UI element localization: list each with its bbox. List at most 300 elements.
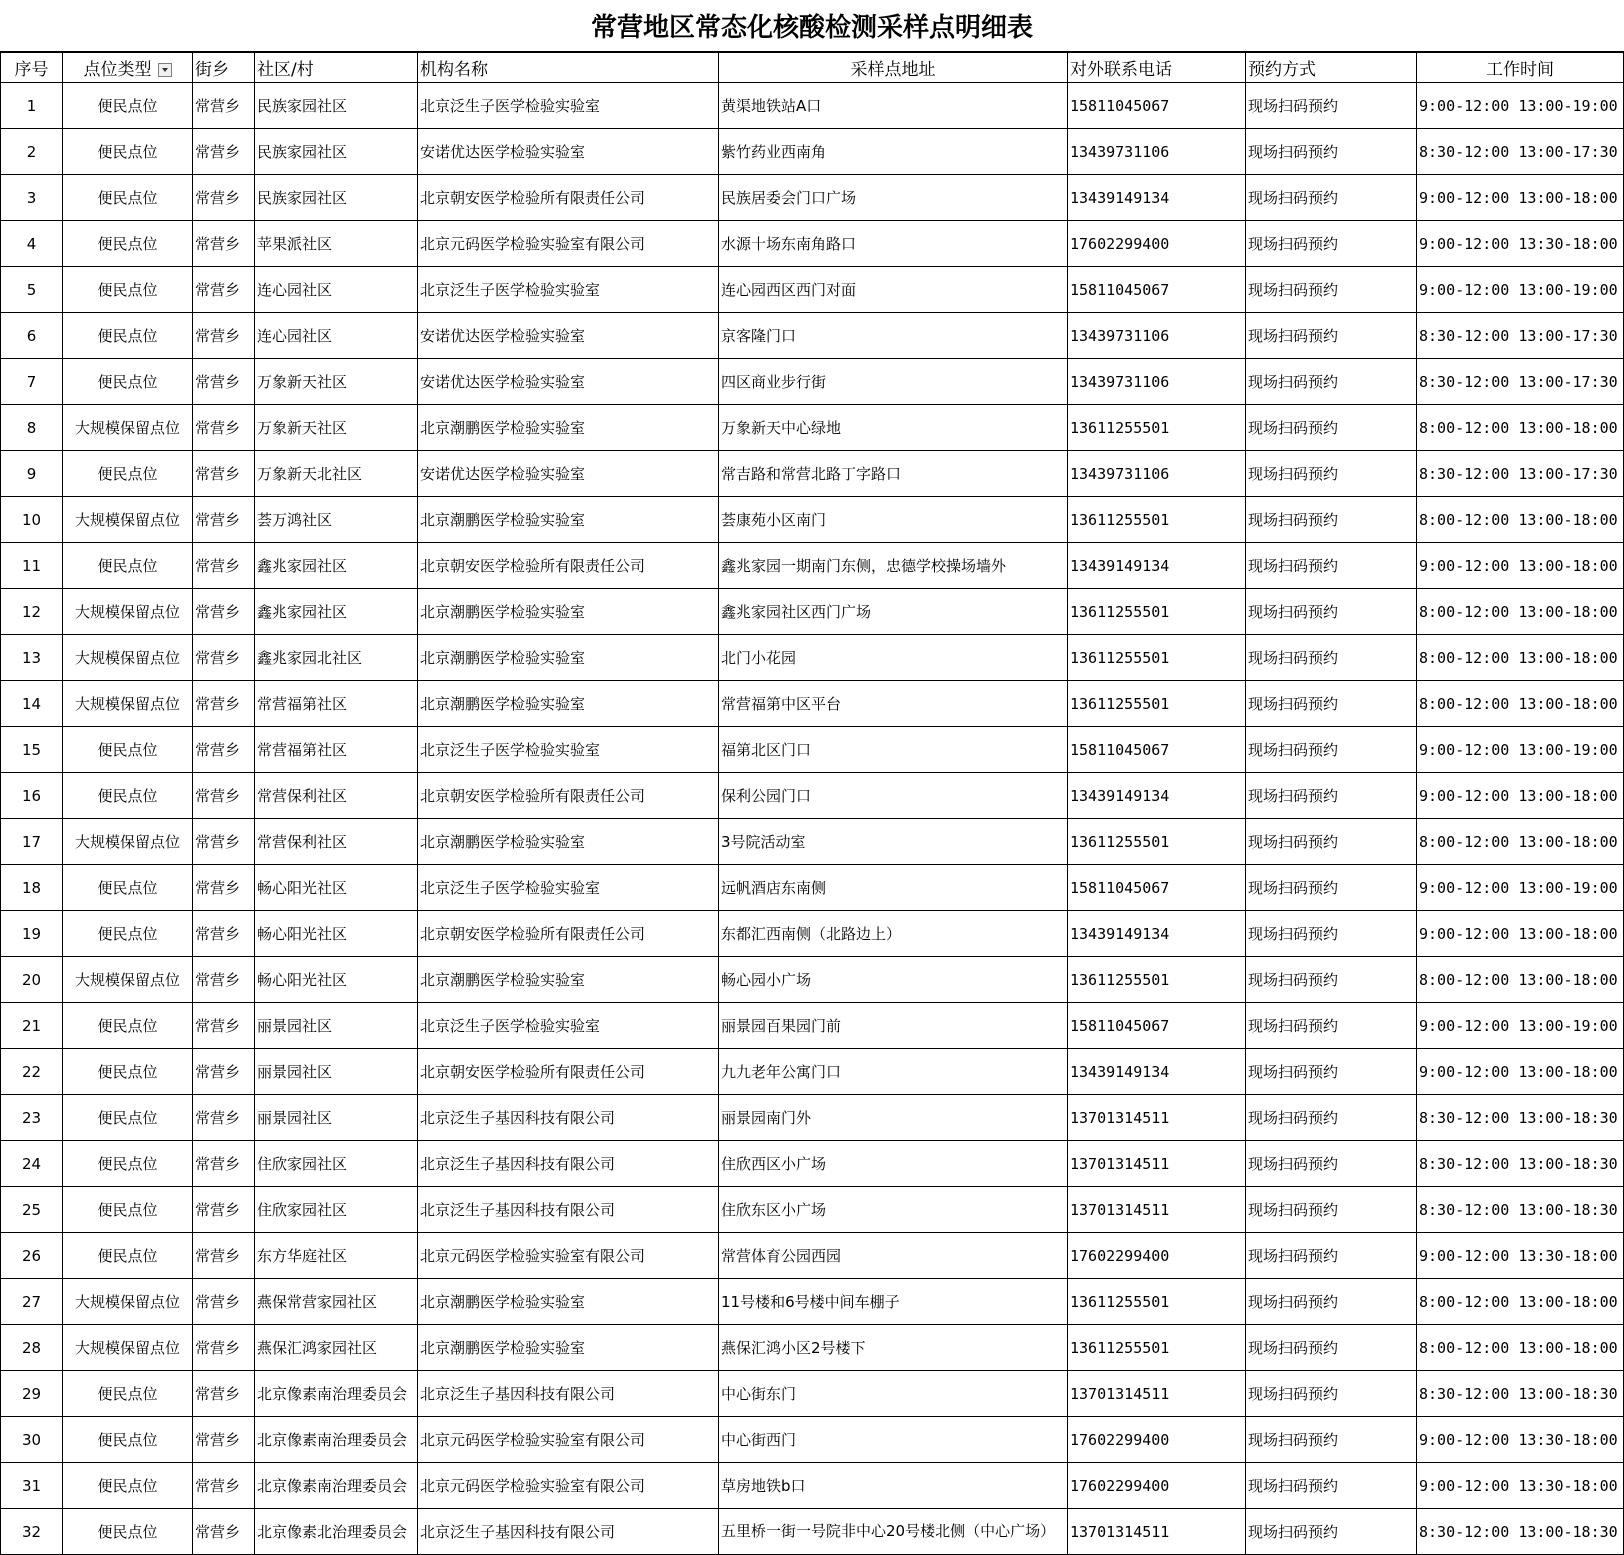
cell-org[interactable]: 北京泛生子医学检验实验室 <box>418 83 719 129</box>
cell-booking[interactable]: 现场扫码预约 <box>1246 129 1417 175</box>
table-row <box>1 221 1624 267</box>
cell-type[interactable]: 便民点位 <box>63 451 193 497</box>
cell-phone[interactable]: 13439731106 <box>1068 313 1246 359</box>
cell-address[interactable]: 丽景园南门外 <box>719 1095 1068 1141</box>
cell-seq[interactable]: 7 <box>1 359 63 405</box>
cell-community[interactable]: 北京像素南治理委员会 <box>255 1417 418 1463</box>
header-booking[interactable]: 预约方式 <box>1246 53 1417 83</box>
cell-booking[interactable]: 现场扫码预约 <box>1246 1509 1417 1555</box>
cell-org[interactable]: 北京朝安医学检验所有限责任公司 <box>418 543 719 589</box>
cell-address[interactable]: 燕保汇鸿小区2号楼下 <box>719 1325 1068 1371</box>
cell-phone[interactable]: 17602299400 <box>1068 1417 1246 1463</box>
cell-street[interactable]: 常营乡 <box>193 1417 255 1463</box>
cell-street[interactable]: 常营乡 <box>193 1049 255 1095</box>
cell-type[interactable]: 便民点位 <box>63 221 193 267</box>
cell-org[interactable]: 北京潮鹏医学检验实验室 <box>418 1279 719 1325</box>
cell-org[interactable]: 安诺优达医学检验实验室 <box>418 129 719 175</box>
cell-hours[interactable]: 8:30-12:00 13:00-17:30 <box>1417 313 1624 359</box>
cell-hours[interactable]: 8:00-12:00 13:00-18:00 <box>1417 819 1624 865</box>
cell-address[interactable]: 水源十场东南角路口 <box>719 221 1068 267</box>
cell-address[interactable]: 京客隆门口 <box>719 313 1068 359</box>
cell-address[interactable]: 连心园西区西门对面 <box>719 267 1068 313</box>
cell-type[interactable]: 便民点位 <box>63 359 193 405</box>
cell-address[interactable]: 保利公园门口 <box>719 773 1068 819</box>
cell-booking[interactable]: 现场扫码预约 <box>1246 1049 1417 1095</box>
cell-street[interactable]: 常营乡 <box>193 543 255 589</box>
cell-community[interactable]: 北京像素南治理委员会 <box>255 1371 418 1417</box>
header-phone[interactable]: 对外联系电话 <box>1068 53 1246 83</box>
cell-street[interactable]: 常营乡 <box>193 911 255 957</box>
cell-booking[interactable]: 现场扫码预约 <box>1246 1325 1417 1371</box>
cell-street[interactable]: 常营乡 <box>193 1003 255 1049</box>
cell-hours[interactable]: 8:30-12:00 13:00-18:30 <box>1417 1371 1624 1417</box>
cell-community[interactable]: 连心园社区 <box>255 313 418 359</box>
cell-org[interactable]: 北京潮鹏医学检验实验室 <box>418 957 719 1003</box>
cell-type[interactable]: 便民点位 <box>63 1003 193 1049</box>
cell-phone[interactable]: 13611255501 <box>1068 497 1246 543</box>
cell-type[interactable]: 便民点位 <box>63 83 193 129</box>
cell-seq[interactable]: 31 <box>1 1463 63 1509</box>
cell-street[interactable]: 常营乡 <box>193 865 255 911</box>
cell-booking[interactable]: 现场扫码预约 <box>1246 1463 1417 1509</box>
cell-address[interactable]: 九九老年公寓门口 <box>719 1049 1068 1095</box>
cell-org[interactable]: 北京元码医学检验实验室有限公司 <box>418 1463 719 1509</box>
cell-booking[interactable]: 现场扫码预约 <box>1246 1187 1417 1233</box>
cell-seq[interactable]: 19 <box>1 911 63 957</box>
cell-street[interactable]: 常营乡 <box>193 405 255 451</box>
cell-address[interactable]: 荟康苑小区南门 <box>719 497 1068 543</box>
cell-street[interactable]: 常营乡 <box>193 727 255 773</box>
cell-type[interactable]: 便民点位 <box>63 1417 193 1463</box>
cell-street[interactable]: 常营乡 <box>193 175 255 221</box>
cell-community[interactable]: 万象新天社区 <box>255 359 418 405</box>
cell-address[interactable]: 远帆酒店东南侧 <box>719 865 1068 911</box>
cell-street[interactable]: 常营乡 <box>193 83 255 129</box>
cell-address[interactable]: 黄渠地铁站A口 <box>719 83 1068 129</box>
cell-street[interactable]: 常营乡 <box>193 221 255 267</box>
cell-booking[interactable]: 现场扫码预约 <box>1246 497 1417 543</box>
cell-street[interactable]: 常营乡 <box>193 1233 255 1279</box>
cell-hours[interactable]: 8:00-12:00 13:00-18:00 <box>1417 497 1624 543</box>
cell-phone[interactable]: 13701314511 <box>1068 1141 1246 1187</box>
cell-booking[interactable]: 现场扫码预约 <box>1246 451 1417 497</box>
cell-hours[interactable]: 9:00-12:00 13:00-18:00 <box>1417 773 1624 819</box>
cell-type[interactable]: 便民点位 <box>63 313 193 359</box>
cell-type[interactable]: 便民点位 <box>63 1233 193 1279</box>
cell-org[interactable]: 安诺优达医学检验实验室 <box>418 451 719 497</box>
cell-hours[interactable]: 8:00-12:00 13:00-18:00 <box>1417 635 1624 681</box>
cell-org[interactable]: 北京潮鹏医学检验实验室 <box>418 589 719 635</box>
cell-phone[interactable]: 13701314511 <box>1068 1095 1246 1141</box>
cell-seq[interactable]: 20 <box>1 957 63 1003</box>
cell-seq[interactable]: 11 <box>1 543 63 589</box>
cell-street[interactable]: 常营乡 <box>193 773 255 819</box>
table-row <box>1 1095 1624 1141</box>
cell-community[interactable]: 丽景园社区 <box>255 1003 418 1049</box>
cell-type[interactable]: 便民点位 <box>63 175 193 221</box>
cell-address[interactable]: 鑫兆家园一期南门东侧，忠德学校操场墙外 <box>719 543 1068 589</box>
cell-community[interactable]: 常营福第社区 <box>255 727 418 773</box>
cell-street[interactable]: 常营乡 <box>193 681 255 727</box>
cell-seq[interactable]: 27 <box>1 1279 63 1325</box>
cell-street[interactable]: 常营乡 <box>193 819 255 865</box>
cell-phone[interactable]: 13439149134 <box>1068 911 1246 957</box>
cell-address[interactable]: 住欣西区小广场 <box>719 1141 1068 1187</box>
cell-street[interactable]: 常营乡 <box>193 957 255 1003</box>
cell-phone[interactable]: 17602299400 <box>1068 1463 1246 1509</box>
cell-booking[interactable]: 现场扫码预约 <box>1246 1003 1417 1049</box>
cell-address[interactable]: 常营福第中区平台 <box>719 681 1068 727</box>
cell-address[interactable]: 民族居委会门口广场 <box>719 175 1068 221</box>
cell-street[interactable]: 常营乡 <box>193 313 255 359</box>
cell-phone[interactable]: 15811045067 <box>1068 83 1246 129</box>
cell-community[interactable]: 常营福第社区 <box>255 681 418 727</box>
cell-org[interactable]: 北京潮鹏医学检验实验室 <box>418 681 719 727</box>
cell-community[interactable]: 丽景园社区 <box>255 1049 418 1095</box>
cell-seq[interactable]: 14 <box>1 681 63 727</box>
header-address[interactable]: 采样点地址 <box>719 53 1068 83</box>
cell-seq[interactable]: 29 <box>1 1371 63 1417</box>
cell-phone[interactable]: 13611255501 <box>1068 681 1246 727</box>
cell-hours[interactable]: 8:00-12:00 13:00-18:00 <box>1417 1279 1624 1325</box>
header-street[interactable]: 街乡 <box>193 53 255 83</box>
cell-address[interactable]: 鑫兆家园社区西门广场 <box>719 589 1068 635</box>
header-community[interactable]: 社区/村 <box>255 53 418 83</box>
cell-street[interactable]: 常营乡 <box>193 589 255 635</box>
cell-type[interactable]: 便民点位 <box>63 865 193 911</box>
cell-type[interactable]: 大规模保留点位 <box>63 497 193 543</box>
cell-hours[interactable]: 8:00-12:00 13:00-18:00 <box>1417 681 1624 727</box>
cell-street[interactable]: 常营乡 <box>193 1095 255 1141</box>
cell-seq[interactable]: 1 <box>1 83 63 129</box>
cell-booking[interactable]: 现场扫码预约 <box>1246 727 1417 773</box>
cell-type[interactable]: 便民点位 <box>63 727 193 773</box>
cell-phone[interactable]: 13611255501 <box>1068 819 1246 865</box>
cell-hours[interactable]: 9:00-12:00 13:30-18:00 <box>1417 1463 1624 1509</box>
cell-address[interactable]: 中心街东门 <box>719 1371 1068 1417</box>
cell-phone[interactable]: 13439731106 <box>1068 359 1246 405</box>
cell-community[interactable]: 畅心阳光社区 <box>255 957 418 1003</box>
cell-type[interactable]: 便民点位 <box>63 1141 193 1187</box>
cell-org[interactable]: 北京元码医学检验实验室有限公司 <box>418 1233 719 1279</box>
cell-hours[interactable]: 9:00-12:00 13:30-18:00 <box>1417 1233 1624 1279</box>
cell-org[interactable]: 北京泛生子基因科技有限公司 <box>418 1095 719 1141</box>
cell-seq[interactable]: 25 <box>1 1187 63 1233</box>
cell-hours[interactable]: 8:30-12:00 13:00-17:30 <box>1417 359 1624 405</box>
cell-seq[interactable]: 15 <box>1 727 63 773</box>
cell-seq[interactable]: 24 <box>1 1141 63 1187</box>
cell-address[interactable]: 3号院活动室 <box>719 819 1068 865</box>
cell-org[interactable]: 北京元码医学检验实验室有限公司 <box>418 221 719 267</box>
cell-hours[interactable]: 9:00-12:00 13:00-19:00 <box>1417 83 1624 129</box>
cell-phone[interactable]: 13439149134 <box>1068 1049 1246 1095</box>
cell-type[interactable]: 大规模保留点位 <box>63 589 193 635</box>
cell-address[interactable]: 住欣东区小广场 <box>719 1187 1068 1233</box>
cell-seq[interactable]: 26 <box>1 1233 63 1279</box>
cell-type[interactable]: 便民点位 <box>63 1049 193 1095</box>
cell-booking[interactable]: 现场扫码预约 <box>1246 83 1417 129</box>
cell-booking[interactable]: 现场扫码预约 <box>1246 957 1417 1003</box>
header-hours[interactable]: 工作时间 <box>1417 53 1624 83</box>
cell-booking[interactable]: 现场扫码预约 <box>1246 313 1417 359</box>
cell-address[interactable]: 常营体育公园西园 <box>719 1233 1068 1279</box>
cell-org[interactable]: 北京朝安医学检验所有限责任公司 <box>418 911 719 957</box>
cell-type[interactable]: 便民点位 <box>63 1095 193 1141</box>
cell-community[interactable]: 万象新天社区 <box>255 405 418 451</box>
cell-seq[interactable]: 18 <box>1 865 63 911</box>
cell-phone[interactable]: 13611255501 <box>1068 405 1246 451</box>
header-type[interactable] <box>63 53 193 83</box>
cell-community[interactable]: 丽景园社区 <box>255 1095 418 1141</box>
cell-community[interactable]: 东方华庭社区 <box>255 1233 418 1279</box>
cell-address[interactable]: 四区商业步行街 <box>719 359 1068 405</box>
cell-hours[interactable]: 9:00-12:00 13:00-18:00 <box>1417 911 1624 957</box>
cell-seq[interactable]: 2 <box>1 129 63 175</box>
cell-address[interactable]: 北门小花园 <box>719 635 1068 681</box>
cell-hours[interactable]: 8:30-12:00 13:00-17:30 <box>1417 451 1624 497</box>
cell-phone[interactable]: 13439731106 <box>1068 451 1246 497</box>
cell-booking[interactable]: 现场扫码预约 <box>1246 911 1417 957</box>
cell-org[interactable]: 北京泛生子基因科技有限公司 <box>418 1141 719 1187</box>
cell-booking[interactable]: 现场扫码预约 <box>1246 359 1417 405</box>
cell-address[interactable]: 中心街西门 <box>719 1417 1068 1463</box>
cell-booking[interactable]: 现场扫码预约 <box>1246 1233 1417 1279</box>
cell-org[interactable]: 安诺优达医学检验实验室 <box>418 313 719 359</box>
cell-hours[interactable]: 9:00-12:00 13:30-18:00 <box>1417 221 1624 267</box>
cell-type[interactable]: 便民点位 <box>63 267 193 313</box>
cell-seq[interactable]: 22 <box>1 1049 63 1095</box>
cell-type[interactable]: 大规模保留点位 <box>63 681 193 727</box>
cell-seq[interactable]: 21 <box>1 1003 63 1049</box>
cell-hours[interactable]: 9:00-12:00 13:00-19:00 <box>1417 1003 1624 1049</box>
cell-hours[interactable]: 9:00-12:00 13:00-19:00 <box>1417 267 1624 313</box>
cell-type[interactable]: 便民点位 <box>63 1509 193 1555</box>
cell-phone[interactable]: 13611255501 <box>1068 635 1246 681</box>
cell-phone[interactable]: 13611255501 <box>1068 589 1246 635</box>
cell-hours[interactable]: 8:30-12:00 13:00-17:30 <box>1417 129 1624 175</box>
cell-street[interactable]: 常营乡 <box>193 1141 255 1187</box>
cell-address[interactable]: 常吉路和常营北路丁字路口 <box>719 451 1068 497</box>
cell-seq[interactable]: 28 <box>1 1325 63 1371</box>
cell-hours[interactable]: 8:00-12:00 13:00-18:00 <box>1417 405 1624 451</box>
cell-community[interactable]: 畅心阳光社区 <box>255 865 418 911</box>
cell-street[interactable]: 常营乡 <box>193 359 255 405</box>
cell-org[interactable]: 北京潮鹏医学检验实验室 <box>418 497 719 543</box>
cell-hours[interactable]: 9:00-12:00 13:00-19:00 <box>1417 727 1624 773</box>
cell-hours[interactable]: 8:00-12:00 13:00-18:00 <box>1417 1325 1624 1371</box>
cell-community[interactable]: 荟万鸿社区 <box>255 497 418 543</box>
header-seq[interactable]: 序号 <box>1 53 63 83</box>
cell-seq[interactable]: 12 <box>1 589 63 635</box>
cell-phone[interactable]: 13439731106 <box>1068 129 1246 175</box>
cell-community[interactable]: 常营保利社区 <box>255 819 418 865</box>
cell-phone[interactable]: 13701314511 <box>1068 1509 1246 1555</box>
cell-booking[interactable]: 现场扫码预约 <box>1246 773 1417 819</box>
cell-seq[interactable]: 4 <box>1 221 63 267</box>
cell-address[interactable]: 丽景园百果园门前 <box>719 1003 1068 1049</box>
cell-community[interactable]: 燕保汇鸿家园社区 <box>255 1325 418 1371</box>
cell-seq[interactable]: 6 <box>1 313 63 359</box>
cell-hours[interactable]: 8:30-12:00 13:00-18:30 <box>1417 1095 1624 1141</box>
cell-seq[interactable]: 9 <box>1 451 63 497</box>
cell-org[interactable]: 北京潮鹏医学检验实验室 <box>418 405 719 451</box>
cell-community[interactable]: 常营保利社区 <box>255 773 418 819</box>
cell-type[interactable]: 便民点位 <box>63 773 193 819</box>
cell-address[interactable]: 东都汇西南侧（北路边上） <box>719 911 1068 957</box>
cell-address[interactable]: 草房地铁b口 <box>719 1463 1068 1509</box>
cell-org[interactable]: 北京潮鹏医学检验实验室 <box>418 819 719 865</box>
cell-hours[interactable]: 9:00-12:00 13:00-18:00 <box>1417 175 1624 221</box>
cell-phone[interactable]: 13701314511 <box>1068 1371 1246 1417</box>
cell-phone[interactable]: 15811045067 <box>1068 1003 1246 1049</box>
cell-address[interactable]: 福第北区门口 <box>719 727 1068 773</box>
cell-street[interactable]: 常营乡 <box>193 1463 255 1509</box>
cell-street[interactable]: 常营乡 <box>193 451 255 497</box>
cell-seq[interactable]: 23 <box>1 1095 63 1141</box>
cell-seq[interactable]: 17 <box>1 819 63 865</box>
cell-booking[interactable]: 现场扫码预约 <box>1246 1141 1417 1187</box>
cell-seq[interactable]: 16 <box>1 773 63 819</box>
cell-street[interactable]: 常营乡 <box>193 1279 255 1325</box>
cell-community[interactable]: 民族家园社区 <box>255 83 418 129</box>
cell-hours[interactable]: 8:30-12:00 13:00-18:30 <box>1417 1509 1624 1555</box>
cell-phone[interactable]: 13701314511 <box>1068 1187 1246 1233</box>
cell-community[interactable]: 万象新天北社区 <box>255 451 418 497</box>
cell-address[interactable]: 万象新天中心绿地 <box>719 405 1068 451</box>
cell-org[interactable]: 北京朝安医学检验所有限责任公司 <box>418 773 719 819</box>
cell-hours[interactable]: 8:00-12:00 13:00-18:00 <box>1417 957 1624 1003</box>
cell-org[interactable]: 北京潮鹏医学检验实验室 <box>418 1325 719 1371</box>
cell-phone[interactable]: 17602299400 <box>1068 221 1246 267</box>
cell-seq[interactable]: 32 <box>1 1509 63 1555</box>
cell-street[interactable]: 常营乡 <box>193 1371 255 1417</box>
cell-booking[interactable]: 现场扫码预约 <box>1246 267 1417 313</box>
cell-hours[interactable]: 8:30-12:00 13:00-18:30 <box>1417 1187 1624 1233</box>
cell-booking[interactable]: 现场扫码预约 <box>1246 635 1417 681</box>
cell-community[interactable]: 鑫兆家园社区 <box>255 543 418 589</box>
cell-community[interactable]: 连心园社区 <box>255 267 418 313</box>
cell-community[interactable]: 鑫兆家园社区 <box>255 589 418 635</box>
cell-org[interactable]: 北京泛生子医学检验实验室 <box>418 727 719 773</box>
cell-address[interactable]: 紫竹药业西南角 <box>719 129 1068 175</box>
cell-community[interactable]: 鑫兆家园北社区 <box>255 635 418 681</box>
cell-seq[interactable]: 3 <box>1 175 63 221</box>
cell-street[interactable]: 常营乡 <box>193 497 255 543</box>
cell-seq[interactable]: 30 <box>1 1417 63 1463</box>
cell-booking[interactable]: 现场扫码预约 <box>1246 681 1417 727</box>
cell-seq[interactable]: 5 <box>1 267 63 313</box>
cell-type[interactable]: 便民点位 <box>63 543 193 589</box>
cell-booking[interactable]: 现场扫码预约 <box>1246 405 1417 451</box>
cell-phone[interactable]: 13611255501 <box>1068 1279 1246 1325</box>
cell-booking[interactable]: 现场扫码预约 <box>1246 1279 1417 1325</box>
cell-phone[interactable]: 13611255501 <box>1068 1325 1246 1371</box>
cell-org[interactable]: 北京朝安医学检验所有限责任公司 <box>418 175 719 221</box>
cell-type[interactable]: 大规模保留点位 <box>63 1279 193 1325</box>
cell-type[interactable]: 大规模保留点位 <box>63 819 193 865</box>
cell-hours[interactable]: 9:00-12:00 13:30-18:00 <box>1417 1417 1624 1463</box>
cell-hours[interactable]: 9:00-12:00 13:00-18:00 <box>1417 543 1624 589</box>
cell-org[interactable]: 北京朝安医学检验所有限责任公司 <box>418 1049 719 1095</box>
cell-phone[interactable]: 13611255501 <box>1068 957 1246 1003</box>
cell-booking[interactable]: 现场扫码预约 <box>1246 221 1417 267</box>
cell-phone[interactable]: 15811045067 <box>1068 727 1246 773</box>
cell-type[interactable]: 大规模保留点位 <box>63 635 193 681</box>
cell-type[interactable]: 便民点位 <box>63 129 193 175</box>
cell-booking[interactable]: 现场扫码预约 <box>1246 865 1417 911</box>
cell-org[interactable]: 北京泛生子医学检验实验室 <box>418 267 719 313</box>
cell-phone[interactable]: 13439149134 <box>1068 175 1246 221</box>
filter-dropdown-icon[interactable] <box>158 63 172 77</box>
cell-type[interactable]: 便民点位 <box>63 1187 193 1233</box>
cell-org[interactable]: 北京泛生子基因科技有限公司 <box>418 1187 719 1233</box>
cell-type[interactable]: 大规模保留点位 <box>63 405 193 451</box>
cell-booking[interactable]: 现场扫码预约 <box>1246 589 1417 635</box>
cell-booking[interactable]: 现场扫码预约 <box>1246 1371 1417 1417</box>
cell-org[interactable]: 北京泛生子医学检验实验室 <box>418 1003 719 1049</box>
cell-community[interactable]: 住欣家园社区 <box>255 1141 418 1187</box>
cell-address[interactable]: 11号楼和6号楼中间车棚子 <box>719 1279 1068 1325</box>
cell-phone[interactable]: 15811045067 <box>1068 865 1246 911</box>
cell-org[interactable]: 安诺优达医学检验实验室 <box>418 359 719 405</box>
cell-booking[interactable]: 现场扫码预约 <box>1246 1417 1417 1463</box>
cell-community[interactable]: 住欣家园社区 <box>255 1187 418 1233</box>
cell-org[interactable]: 北京元码医学检验实验室有限公司 <box>418 1417 719 1463</box>
cell-seq[interactable]: 13 <box>1 635 63 681</box>
cell-community[interactable]: 畅心阳光社区 <box>255 911 418 957</box>
cell-org[interactable]: 北京泛生子基因科技有限公司 <box>418 1371 719 1417</box>
cell-booking[interactable]: 现场扫码预约 <box>1246 1095 1417 1141</box>
cell-street[interactable]: 常营乡 <box>193 129 255 175</box>
cell-booking[interactable]: 现场扫码预约 <box>1246 543 1417 589</box>
cell-org[interactable]: 北京潮鹏医学检验实验室 <box>418 635 719 681</box>
cell-seq[interactable]: 10 <box>1 497 63 543</box>
cell-seq[interactable]: 8 <box>1 405 63 451</box>
cell-community[interactable]: 民族家园社区 <box>255 175 418 221</box>
header-org[interactable]: 机构名称 <box>418 53 719 83</box>
cell-community[interactable]: 燕保常营家园社区 <box>255 1279 418 1325</box>
cell-org[interactable]: 北京泛生子基因科技有限公司 <box>418 1509 719 1555</box>
cell-community[interactable]: 民族家园社区 <box>255 129 418 175</box>
cell-hours[interactable]: 8:30-12:00 13:00-18:30 <box>1417 1141 1624 1187</box>
cell-street[interactable]: 常营乡 <box>193 1509 255 1555</box>
cell-address[interactable]: 五里桥一街一号院非中心20号楼北侧（中心广场） <box>719 1509 1068 1555</box>
cell-phone[interactable]: 17602299400 <box>1068 1233 1246 1279</box>
cell-org[interactable]: 北京泛生子医学检验实验室 <box>418 865 719 911</box>
cell-street[interactable]: 常营乡 <box>193 1325 255 1371</box>
cell-community[interactable]: 苹果派社区 <box>255 221 418 267</box>
cell-type[interactable]: 便民点位 <box>63 1371 193 1417</box>
cell-community[interactable]: 北京像素南治理委员会 <box>255 1463 418 1509</box>
cell-type[interactable]: 便民点位 <box>63 1463 193 1509</box>
cell-phone[interactable]: 13439149134 <box>1068 773 1246 819</box>
cell-street[interactable]: 常营乡 <box>193 635 255 681</box>
cell-hours[interactable]: 9:00-12:00 13:00-19:00 <box>1417 865 1624 911</box>
cell-booking[interactable]: 现场扫码预约 <box>1246 819 1417 865</box>
cell-community[interactable]: 北京像素北治理委员会 <box>255 1509 418 1555</box>
cell-booking[interactable]: 现场扫码预约 <box>1246 175 1417 221</box>
cell-street[interactable]: 常营乡 <box>193 267 255 313</box>
cell-phone[interactable]: 13439149134 <box>1068 543 1246 589</box>
cell-hours[interactable]: 8:00-12:00 13:00-18:00 <box>1417 589 1624 635</box>
cell-type[interactable]: 便民点位 <box>63 911 193 957</box>
cell-address[interactable]: 畅心园小广场 <box>719 957 1068 1003</box>
cell-street[interactable]: 常营乡 <box>193 1187 255 1233</box>
cell-type[interactable]: 大规模保留点位 <box>63 957 193 1003</box>
cell-type[interactable]: 大规模保留点位 <box>63 1325 193 1371</box>
cell-hours[interactable]: 9:00-12:00 13:00-18:00 <box>1417 1049 1624 1095</box>
cell-phone[interactable]: 15811045067 <box>1068 267 1246 313</box>
